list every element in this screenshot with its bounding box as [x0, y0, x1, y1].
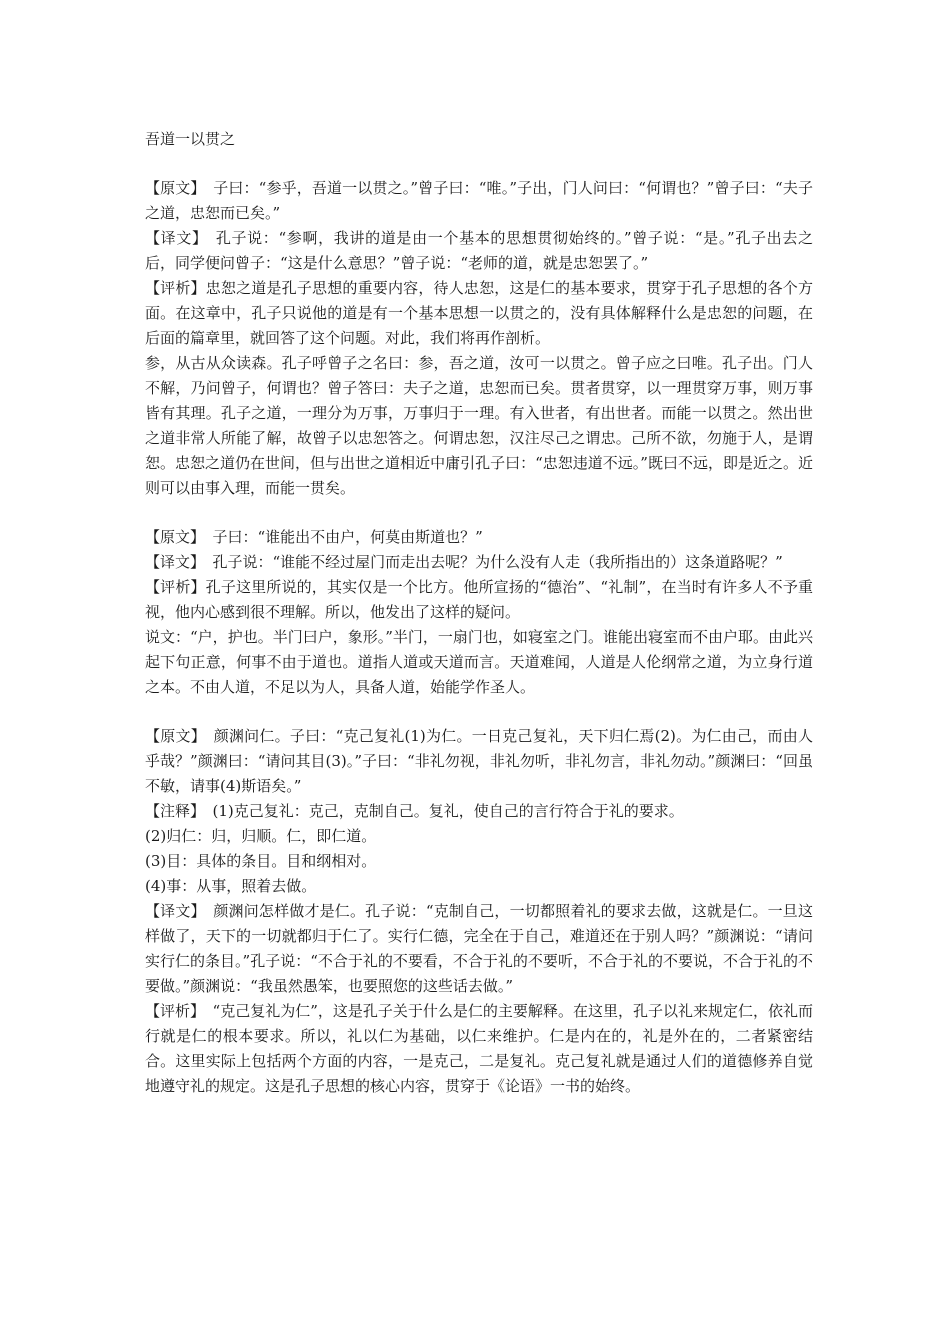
paragraph-annotation: (3)目：具体的条目。目和纲相对。 [145, 852, 377, 870]
section-2 [145, 525, 813, 700]
document-page [145, 127, 813, 1123]
paragraph-annotation: 【注释】 (1)克己复礼：克己，克制自己。复礼，使自己的言行符合于礼的要求。 [145, 802, 684, 820]
paragraph-translation: 【译文】 颜渊问怎样做才是仁。孔子说：“克制自己，一切都照着礼的要求去做，这就是仁。一旦这样做了，天下的一切就都归于仁了。实行仁德，完全在于自己，难道还在于别人吗？”颜渊说：“请问实行仁的条目。”孔子说：“不合于礼的不要看，不合于礼的不要听，不合于礼的不要说，不合于礼的不要做。”颜渊说：“我虽然愚笨，也要照您的这些话去做。” [145, 902, 813, 995]
paragraph-annotation: (2)归仁：归，归顺。仁，即仁道。 [145, 827, 377, 845]
paragraph-commentary: 【评析】 “克己复礼为仁”，这是孔子关于什么是仁的主要解释。在这里，孔子以礼来规定仁，依礼而行就是仁的根本要求。所以，礼以仁为基础，以仁来维护。仁是内在的，礼是外在的，二者紧密结合。这里实际上包括两个方面的内容，一是克己，二是复礼。克己复礼就是通过人们的道德修养自觉地遵守礼的规定。这是孔子思想的核心内容，贯穿于《论语》一书的始终。 [145, 1002, 813, 1095]
paragraph-original-text: 【原文】 颜渊问仁。子曰：“克己复礼(1)为仁。一日克己复礼，天下归仁焉(2)。为仁由己，而由人乎哉？”颜渊曰：“请问其目(3)。”子曰：“非礼勿视，非礼勿听，非礼勿言，非礼勿动。”颜渊曰：“回虽不敏，请事(4)斯语矣。” [145, 727, 813, 795]
paragraph-explanation: 参，从古从众读森。孔子呼曾子之名曰：参，吾之道，汝可一以贯之。曾子应之曰唯。孔子出。门人不解，乃问曾子，何谓也？曾子答曰：夫子之道，忠恕而已矣。贯者贯穿，以一理贯穿万事，则万事皆有其理。孔子之道，一理分为万事，万事归于一理。有入世者，有出世者。而能一以贯之。然出世之道非常人所能了解，故曾子以忠恕答之。何谓忠恕，汉注尽己之谓忠。己所不欲，勿施于人，是谓恕。忠恕之道仍在世间，但与出世之道相近中庸引孔子曰：“忠恕违道不远。”既曰不远，即是近之。近则可以由事入理，而能一贯矣。 [145, 354, 813, 497]
paragraph-commentary: 【评析】忠恕之道是孔子思想的重要内容，待人忠恕，这是仁的基本要求，贯穿于孔子思想的各个方面。在这章中，孔子只说他的道是有一个基本思想一以贯之的，没有具体解释什么是忠恕的问题，在后面的篇章里，就回答了这个问题。对此，我们将再作剖析。 [145, 279, 813, 347]
paragraph-translation: 【译文】 孔子说：“谁能不经过屋门而走出去呢？为什么没有人走（我所指出的）这条道路呢？” [145, 553, 783, 571]
document-title: 吾道一以贯之 [145, 130, 236, 148]
paragraph-annotation: (4)事：从事，照着去做。 [145, 877, 317, 895]
paragraph-original-text: 【原文】 子曰：“参乎，吾道一以贯之。”曾子曰：“唯。”子出，门人问曰：“何谓也？”曾子曰：“夫子之道，忠恕而已矣。” [145, 179, 813, 222]
paragraph-commentary: 【评析】孔子这里所说的，其实仅是一个比方。他所宣扬的“德治”、“礼制”，在当时有许多人不予重视，他内心感到很不理解。所以，他发出了这样的疑问。 [145, 578, 813, 621]
paragraph-original-text: 【原文】 子曰：“谁能出不由户，何莫由斯道也？” [145, 528, 483, 546]
paragraph-translation: 【译文】 孔子说：“参啊，我讲的道是由一个基本的思想贯彻始终的。”曾子说：“是。”孔子出去之后，同学便问曾子：“这是什么意思？”曾子说：“老师的道，就是忠恕罢了。” [145, 229, 813, 272]
section-1 [145, 176, 813, 501]
section-3 [145, 724, 813, 1099]
paragraph-explanation: 说文：“户，护也。半门曰户，象形。”半门，一扇门也，如寝室之门。谁能出寝室而不由户耶。由此兴起下句正意，何事不由于道也。道指人道或天道而言。天道难闻，人道是人伦纲常之道，为立身行道之本。不由人道，不足以为人，具备人道，始能学作圣人。 [145, 628, 813, 696]
